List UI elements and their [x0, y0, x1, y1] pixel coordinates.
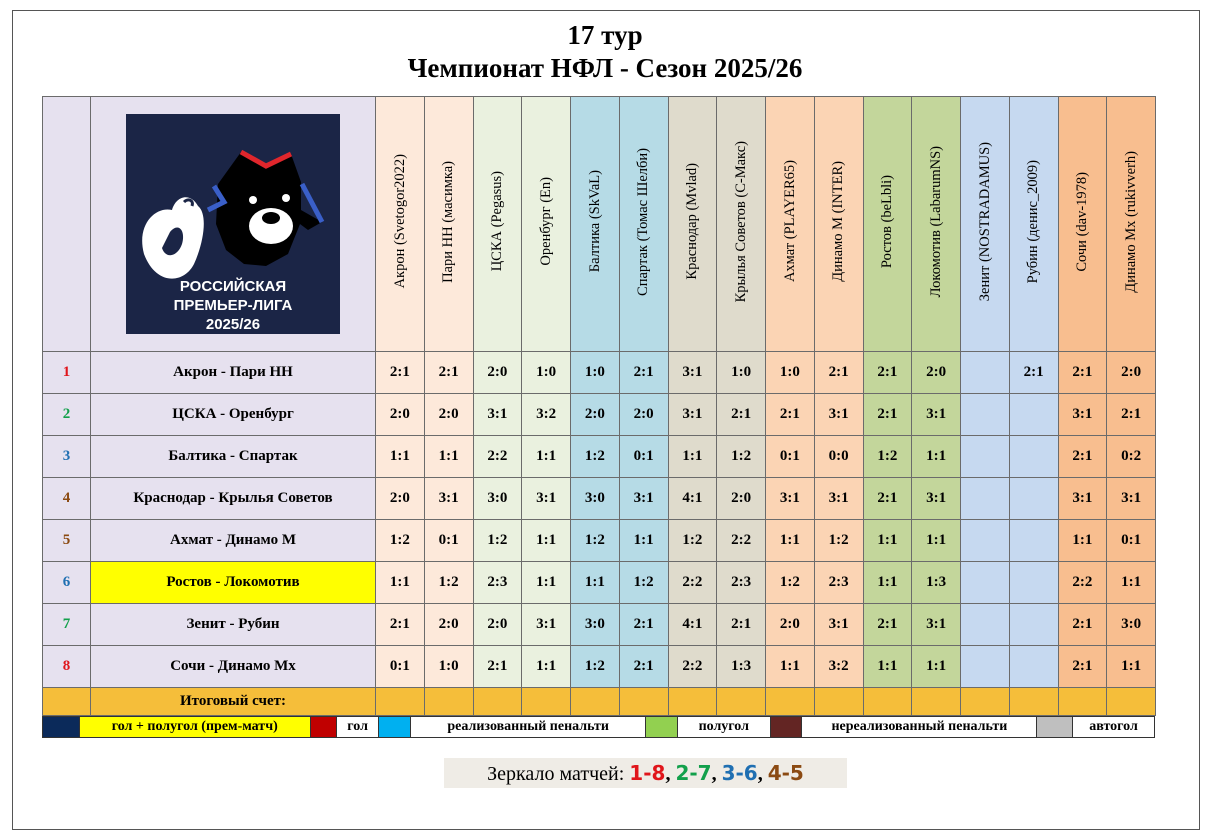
- score-cell: 1:0: [717, 352, 766, 394]
- score-cell: 1:1: [668, 436, 717, 478]
- score-cell: 3:1: [522, 478, 571, 520]
- score-cell: 2:0: [766, 604, 815, 646]
- mirror-separator: ,: [711, 763, 722, 785]
- score-cell: 2:1: [863, 352, 912, 394]
- participant-header: [766, 97, 815, 352]
- score-cell: 1:2: [473, 520, 522, 562]
- score-cell: 1:2: [668, 520, 717, 562]
- score-cell: 3:2: [522, 394, 571, 436]
- match-row: [43, 646, 1156, 688]
- mirror-pair: 3-6: [721, 761, 758, 785]
- participant-label: Локомотив (LabarumNS): [927, 145, 944, 298]
- mirror-separator: ,: [757, 763, 768, 785]
- legend-bar: [42, 716, 1155, 738]
- participant-label: Зенит (NOSTRADAMUS): [976, 141, 993, 302]
- score-cell: [961, 352, 1010, 394]
- participant-header: [424, 97, 473, 352]
- score-cell: 3:0: [571, 478, 620, 520]
- participant-header: [961, 97, 1010, 352]
- total-cell: [961, 688, 1010, 716]
- score-cell: 1:2: [814, 520, 863, 562]
- score-cell: 1:1: [376, 562, 425, 604]
- participant-label: Динамо Мх (rukivverh): [1122, 150, 1139, 293]
- score-cell: 1:1: [1058, 520, 1107, 562]
- participant-label: Оренбург (En): [537, 177, 554, 266]
- score-cell: 3:1: [1058, 394, 1107, 436]
- participant-label: Динамо М (INTER): [830, 161, 847, 282]
- total-cell: [424, 688, 473, 716]
- score-cell: [961, 604, 1010, 646]
- score-cell: 3:1: [814, 604, 863, 646]
- total-cell: [814, 688, 863, 716]
- total-cell: [1009, 688, 1058, 716]
- legend-swatch: [1037, 717, 1073, 737]
- score-cell: 2:1: [863, 394, 912, 436]
- score-cell: 2:0: [912, 352, 961, 394]
- score-cell: 2:0: [473, 604, 522, 646]
- score-cell: 1:1: [766, 646, 815, 688]
- score-cell: 2:0: [619, 394, 668, 436]
- score-cell: 3:1: [1107, 478, 1156, 520]
- total-cell: [668, 688, 717, 716]
- score-cell: 2:3: [473, 562, 522, 604]
- score-cell: 3:1: [1058, 478, 1107, 520]
- score-cell: 1:2: [717, 436, 766, 478]
- score-cell: 3:1: [619, 478, 668, 520]
- legend-label: реализованный пенальти: [411, 717, 646, 737]
- score-cell: 2:0: [717, 478, 766, 520]
- score-cell: 1:1: [522, 562, 571, 604]
- score-cell: 2:0: [424, 604, 473, 646]
- match-row: [43, 520, 1156, 562]
- mirror-pair: 4-5: [767, 761, 804, 785]
- participant-label: Ростов (beLbli): [879, 174, 896, 269]
- score-cell: 2:1: [717, 604, 766, 646]
- score-cell: [1009, 520, 1058, 562]
- participant-header: [571, 97, 620, 352]
- score-cell: [1009, 562, 1058, 604]
- score-cell: 3:1: [814, 478, 863, 520]
- score-cell: 3:1: [473, 394, 522, 436]
- score-cell: 4:1: [668, 604, 717, 646]
- score-cell: 1:1: [912, 520, 961, 562]
- score-cell: 1:1: [424, 436, 473, 478]
- participant-header: [717, 97, 766, 352]
- score-cell: 1:1: [912, 646, 961, 688]
- score-cell: 1:1: [863, 646, 912, 688]
- score-cell: 1:2: [863, 436, 912, 478]
- score-cell: 2:1: [424, 352, 473, 394]
- match-row: [43, 436, 1156, 478]
- total-label: Итоговый счет:: [91, 688, 376, 716]
- score-cell: 1:1: [522, 520, 571, 562]
- score-cell: 3:1: [912, 604, 961, 646]
- score-cell: [961, 562, 1010, 604]
- score-cell: 2:2: [668, 646, 717, 688]
- score-cell: 1:2: [619, 562, 668, 604]
- score-cell: 0:2: [1107, 436, 1156, 478]
- score-cell: 1:0: [766, 352, 815, 394]
- score-cell: 0:1: [376, 646, 425, 688]
- score-cell: 2:2: [668, 562, 717, 604]
- total-corner: [43, 688, 91, 716]
- match-name: Акрон - Пари НН: [91, 352, 376, 394]
- score-cell: 0:1: [619, 436, 668, 478]
- match-name: ЦСКА - Оренбург: [91, 394, 376, 436]
- match-row: [43, 394, 1156, 436]
- corner-cell: [43, 97, 91, 352]
- match-row: [43, 352, 1156, 394]
- total-cell: [717, 688, 766, 716]
- total-cell: [571, 688, 620, 716]
- match-name: Сочи - Динамо Мх: [91, 646, 376, 688]
- participant-label: Крылья Советов (С-Макс): [732, 140, 749, 303]
- score-cell: 1:1: [1107, 646, 1156, 688]
- score-cell: [1009, 604, 1058, 646]
- legend-label: гол: [337, 717, 379, 737]
- score-cell: 2:1: [1009, 352, 1058, 394]
- score-cell: 2:1: [863, 604, 912, 646]
- score-cell: [1009, 436, 1058, 478]
- legend-label: нереализованный пенальти: [802, 717, 1037, 737]
- participant-header: [1009, 97, 1058, 352]
- round-title: 17 тур: [567, 20, 643, 50]
- match-name: Краснодар - Крылья Советов: [91, 478, 376, 520]
- participant-header: [814, 97, 863, 352]
- score-cell: 2:1: [863, 478, 912, 520]
- participant-label: ЦСКА (Pegasus): [489, 171, 506, 272]
- score-cell: 2:1: [1058, 436, 1107, 478]
- score-cell: 1:3: [912, 562, 961, 604]
- legend-swatch: [771, 717, 803, 737]
- mirror-pair: 2-7: [675, 761, 712, 785]
- score-cell: 0:1: [424, 520, 473, 562]
- participant-header: [1058, 97, 1107, 352]
- match-name: Ростов - Локомотив: [91, 562, 376, 604]
- score-cell: 1:2: [424, 562, 473, 604]
- score-cell: 1:0: [424, 646, 473, 688]
- total-cell: [473, 688, 522, 716]
- legend-swatch: [646, 717, 678, 737]
- score-cell: 2:1: [1058, 604, 1107, 646]
- total-cell: [376, 688, 425, 716]
- svg-text:РОССИЙСКАЯ: РОССИЙСКАЯ: [179, 278, 287, 295]
- score-cell: 2:1: [376, 604, 425, 646]
- score-cell: 2:0: [424, 394, 473, 436]
- score-cell: [961, 394, 1010, 436]
- total-cell: [863, 688, 912, 716]
- score-cell: 2:0: [571, 394, 620, 436]
- participant-header: [473, 97, 522, 352]
- score-cell: [1009, 478, 1058, 520]
- mirror-separator: ,: [665, 763, 676, 785]
- score-cell: 0:1: [766, 436, 815, 478]
- match-name: Зенит - Рубин: [91, 604, 376, 646]
- score-cell: 2:1: [1058, 352, 1107, 394]
- score-cell: 1:1: [522, 646, 571, 688]
- score-cell: 1:0: [571, 352, 620, 394]
- participant-label: Пари НН (масимка): [440, 160, 457, 283]
- total-cell: [1107, 688, 1156, 716]
- match-number: 7: [43, 604, 91, 646]
- match-number: 5: [43, 520, 91, 562]
- header-row: [43, 97, 1156, 352]
- score-cell: 3:0: [1107, 604, 1156, 646]
- score-cell: 3:1: [912, 394, 961, 436]
- score-cell: 2:1: [376, 352, 425, 394]
- participant-label: Спартак (Томас Шелби): [635, 147, 652, 296]
- score-cell: 3:1: [668, 394, 717, 436]
- mirror-pair: 1-8: [629, 761, 666, 785]
- match-number: 2: [43, 394, 91, 436]
- logo-cell: [91, 97, 376, 352]
- score-cell: 1:1: [912, 436, 961, 478]
- mirror-label: Зеркало матчей:: [487, 763, 630, 785]
- participant-header: [912, 97, 961, 352]
- score-cell: 0:1: [1107, 520, 1156, 562]
- score-cell: 3:1: [424, 478, 473, 520]
- match-number: 3: [43, 436, 91, 478]
- score-cell: 3:1: [668, 352, 717, 394]
- legend-label: полугол: [678, 717, 771, 737]
- rpl-logo: [126, 114, 340, 334]
- score-cell: [961, 478, 1010, 520]
- score-cell: 1:2: [571, 520, 620, 562]
- match-number: 4: [43, 478, 91, 520]
- score-cell: 2:0: [1107, 352, 1156, 394]
- score-cell: 1:1: [1107, 562, 1156, 604]
- score-cell: 1:3: [717, 646, 766, 688]
- match-number: 8: [43, 646, 91, 688]
- match-row: [43, 562, 1156, 604]
- score-cell: 1:2: [571, 646, 620, 688]
- total-cell: [766, 688, 815, 716]
- score-cell: [1009, 394, 1058, 436]
- score-cell: 4:1: [668, 478, 717, 520]
- score-cell: 2:1: [766, 394, 815, 436]
- score-cell: 1:1: [863, 562, 912, 604]
- match-row: [43, 478, 1156, 520]
- score-cell: 2:1: [473, 646, 522, 688]
- participant-label: Ахмат (PLAYER65): [781, 160, 798, 283]
- score-cell: 3:1: [912, 478, 961, 520]
- score-cell: 1:1: [522, 436, 571, 478]
- score-cell: [961, 646, 1010, 688]
- score-cell: 2:3: [717, 562, 766, 604]
- score-cell: 2:2: [473, 436, 522, 478]
- score-cell: 3:0: [571, 604, 620, 646]
- score-cell: 1:1: [376, 436, 425, 478]
- participant-header: [376, 97, 425, 352]
- participant-label: Рубин (денис_2009): [1025, 159, 1042, 284]
- score-cell: 3:2: [814, 646, 863, 688]
- score-cell: 3:1: [766, 478, 815, 520]
- legend-swatch: [43, 717, 80, 737]
- score-cell: 2:1: [1107, 394, 1156, 436]
- bear-logo-icon: [126, 114, 340, 334]
- score-cell: 1:2: [766, 562, 815, 604]
- match-number: 1: [43, 352, 91, 394]
- participant-header: [863, 97, 912, 352]
- participant-label: Балтика (SkVaL): [586, 170, 603, 273]
- score-cell: [961, 436, 1010, 478]
- legend-swatch: [311, 717, 337, 737]
- score-cell: 2:1: [619, 646, 668, 688]
- score-cell: 2:3: [814, 562, 863, 604]
- match-number: 6: [43, 562, 91, 604]
- participant-label: Краснодар (Mvlad): [684, 163, 701, 280]
- match-row: [43, 604, 1156, 646]
- championship-title: Чемпионат НФЛ - Сезон 2025/26: [407, 53, 803, 83]
- total-cell: [522, 688, 571, 716]
- score-cell: 2:1: [717, 394, 766, 436]
- score-cell: [961, 520, 1010, 562]
- score-cell: 1:2: [571, 436, 620, 478]
- participant-label: Сочи (dav-1978): [1074, 171, 1091, 272]
- legend-label: автогол: [1073, 717, 1154, 737]
- score-cell: 2:0: [376, 394, 425, 436]
- total-cell: [912, 688, 961, 716]
- participant-header: [619, 97, 668, 352]
- participant-header: [522, 97, 571, 352]
- predictions-table: [42, 96, 1156, 716]
- score-cell: 1:2: [376, 520, 425, 562]
- score-cell: 3:0: [473, 478, 522, 520]
- mirror-matches: [444, 758, 847, 788]
- score-cell: 2:1: [1058, 646, 1107, 688]
- score-cell: 2:1: [619, 352, 668, 394]
- svg-text:ПРЕМЬЕР-ЛИГА: ПРЕМЬЕР-ЛИГА: [173, 297, 293, 314]
- match-name: Балтика - Спартак: [91, 436, 376, 478]
- legend-swatch: [379, 717, 411, 737]
- total-cell: [1058, 688, 1107, 716]
- score-cell: 2:1: [619, 604, 668, 646]
- legend-label: гол + полугол (прем-матч): [80, 717, 311, 737]
- score-cell: 0:0: [814, 436, 863, 478]
- score-cell: 2:1: [814, 352, 863, 394]
- participant-header: [668, 97, 717, 352]
- score-cell: 1:1: [863, 520, 912, 562]
- score-cell: 1:1: [766, 520, 815, 562]
- score-cell: 1:1: [571, 562, 620, 604]
- score-cell: 1:0: [522, 352, 571, 394]
- svg-text:2025/26: 2025/26: [205, 316, 261, 333]
- score-cell: 2:0: [376, 478, 425, 520]
- score-cell: [1009, 646, 1058, 688]
- score-cell: 2:2: [1058, 562, 1107, 604]
- total-row: [43, 688, 1156, 716]
- score-cell: 2:0: [473, 352, 522, 394]
- match-name: Ахмат - Динамо М: [91, 520, 376, 562]
- score-cell: 3:1: [522, 604, 571, 646]
- score-cell: 1:1: [619, 520, 668, 562]
- score-cell: 3:1: [814, 394, 863, 436]
- participant-label: Акрон (Svetogor2022): [391, 154, 408, 289]
- participant-header: [1107, 97, 1156, 352]
- score-cell: 2:2: [717, 520, 766, 562]
- total-cell: [619, 688, 668, 716]
